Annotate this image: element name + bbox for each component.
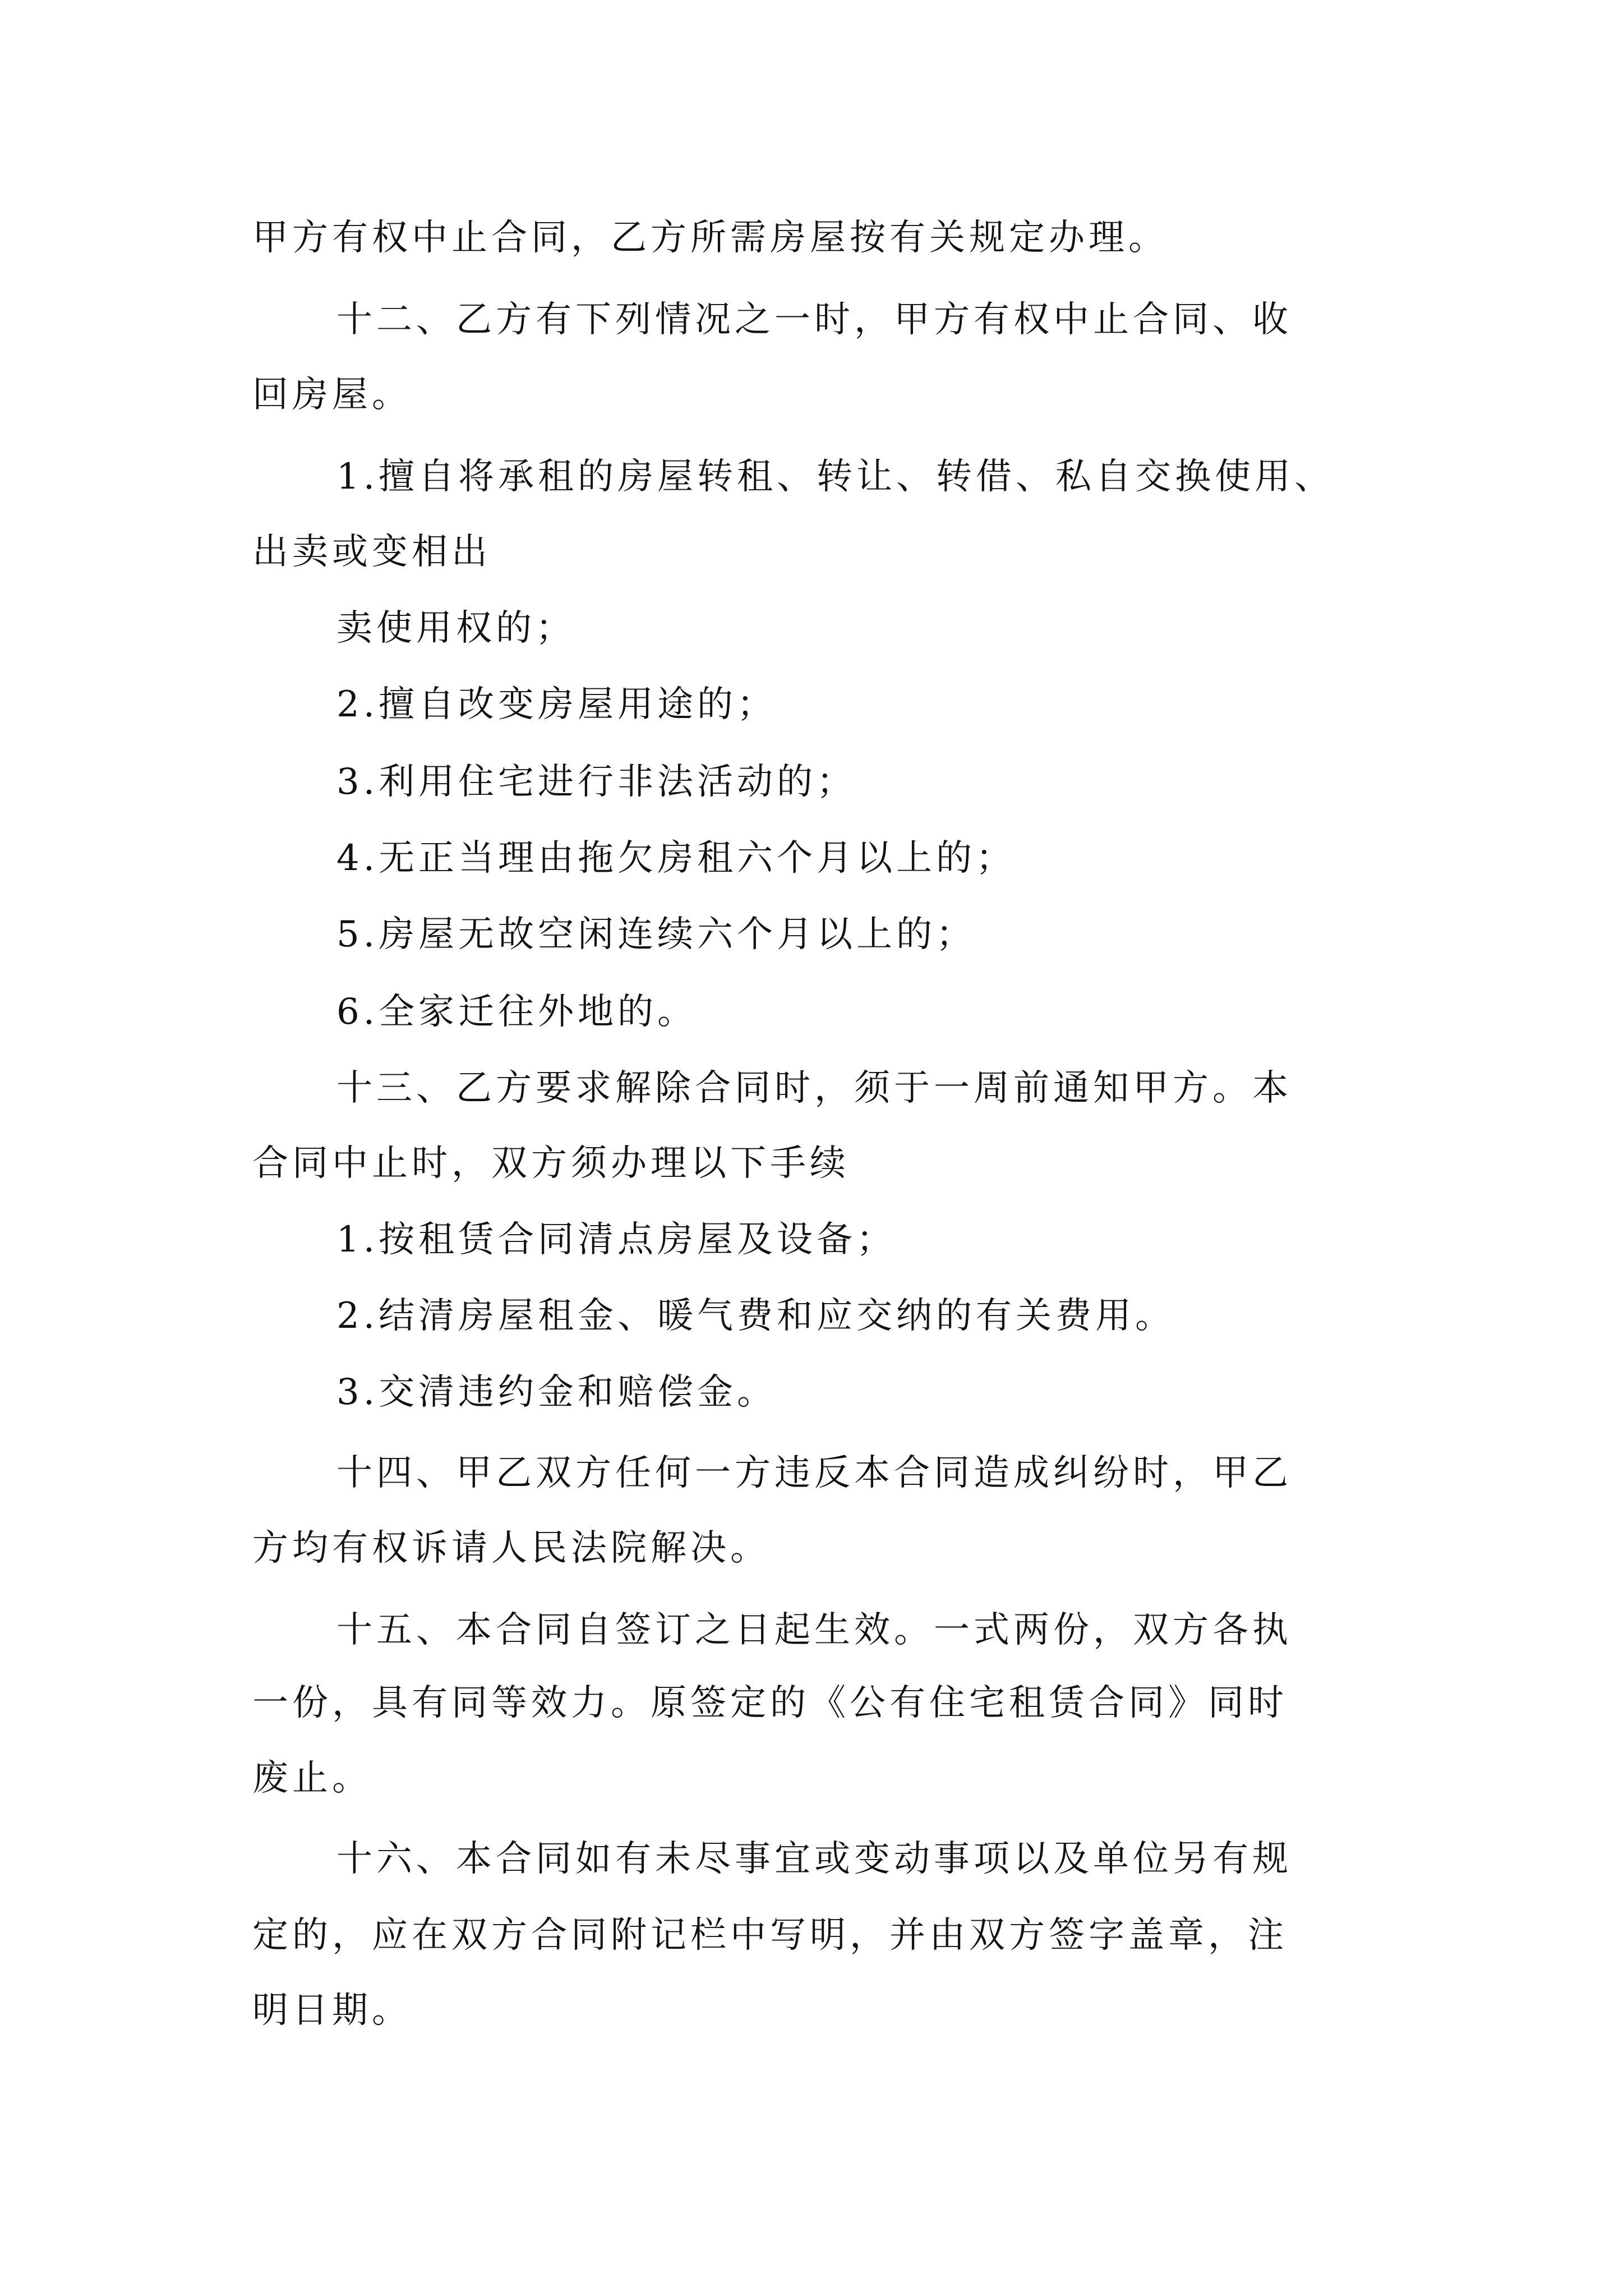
text-line: 出卖或变相出 [252, 531, 491, 573]
text-line: 回房屋。 [252, 374, 412, 416]
text-line: 4.无正当理由拖欠房租六个月以上的； [336, 838, 1016, 879]
text-line: 明日期。 [252, 1990, 412, 2031]
text-line: 定的，应在双方合同附记栏中写明，并由双方签字盖章，注 [252, 1915, 1288, 1956]
text-line: 2.擅自改变房屋用途的； [336, 684, 777, 725]
text-line: 5.房屋无故空闲连续六个月以上的； [336, 914, 976, 955]
text-line: 3.利用住宅进行非法活动的； [336, 761, 857, 803]
text-line: 卖使用权的； [336, 608, 575, 649]
text-line: 3.交清违约金和赔偿金。 [336, 1372, 777, 1413]
text-line: 十六、本合同如有未尽事宜或变动事项以及单位另有规 [336, 1838, 1292, 1880]
text-line: 一份，具有同等效力。原签定的《公有住宅租赁合同》同时 [252, 1682, 1288, 1724]
text-line: 甲方有权中止合同，乙方所需房屋按有关规定办理。 [252, 217, 1168, 259]
text-line: 十三、乙方要求解除合同时，须于一周前通知甲方。本 [336, 1068, 1292, 1109]
text-line: 6.全家迁往外地的。 [336, 991, 698, 1033]
text-line: 废止。 [252, 1757, 372, 1799]
text-line: 十五、本合同自签订之日起生效。一式两份，双方各执 [336, 1609, 1292, 1651]
text-line: 合同中止时，双方须办理以下手续 [252, 1143, 850, 1184]
text-line: 2.结清房屋租金、暖气费和应交纳的有关费用。 [336, 1295, 1175, 1337]
text-line: 十二、乙方有下列情况之一时，甲方有权中止合同、收 [336, 299, 1292, 341]
text-line: 1.擅自将承租的房屋转租、转让、转借、私自交换使用、 [336, 456, 1335, 498]
text-line: 十四、甲乙双方任何一方违反本合同造成纠纷时，甲乙 [336, 1452, 1292, 1494]
text-line: 1.按租赁合同清点房屋及设备； [336, 1219, 897, 1260]
text-line: 方均有权诉请人民法院解决。 [252, 1527, 770, 1569]
